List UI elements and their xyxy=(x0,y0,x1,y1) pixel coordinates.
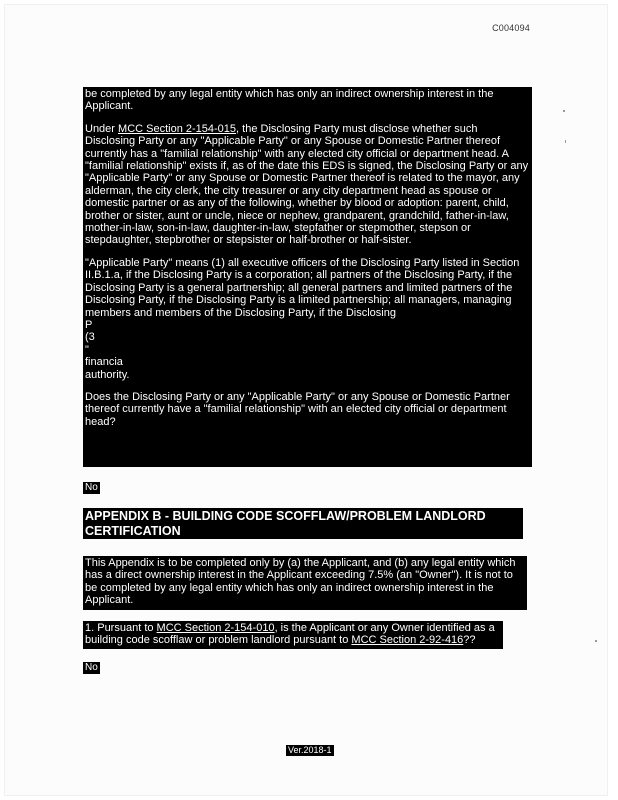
scan-speck xyxy=(595,640,597,642)
fragment-authority: authority. xyxy=(85,368,130,381)
familial-question: Does the Disclosing Party or any "Applicable Party" or any Spouse or Domestic Partner thereof currently have a "familial relationship" with an elected city official or department head? xyxy=(85,390,510,428)
mcc-2-154-015-link[interactable]: MCC Section 2-154-015 xyxy=(118,122,237,135)
q-prefix: 1. Pursuant to xyxy=(85,622,157,634)
fragment-p: P xyxy=(85,318,93,331)
q-middle: , is the Applicant or any Owner identified as a building code scofflaw or problem landlord pursuant to xyxy=(85,622,495,647)
fragment-quote: " xyxy=(85,343,89,356)
applicable-party-text: "Applicable Party" means (1) all executive officers of the Disclosing Party listed in Section II.B.1.a, if the Disclosing Party is a corporation; all partners of the Disclosing Party, if the Disclosing Party is a general partnership; all general partners and limited partners of the Disclosing Party, if the Disclosing Party is a limited partnership; all managers, managing members and members of the Disclosing Party, if the Disclosing xyxy=(85,256,520,319)
mcc-2-92-416-link[interactable]: MCC Section 2-92-416 xyxy=(351,634,464,647)
document-id: C004094 xyxy=(492,23,530,33)
scan-speck xyxy=(565,140,566,143)
familial-answer: No xyxy=(85,482,98,493)
applicable-party-paragraph xyxy=(85,257,530,381)
fragment-financia: financia xyxy=(85,356,123,369)
appendix-b-intro: This Appendix is to be completed only by (a) the Applicant, and (b) any legal entity which has a direct ownership interest in the Applicant exceeding 7.5% (an "Owner"). It is not to be completed by any legal entity which has only an indirect ownership interest in the Applicant. xyxy=(83,556,527,610)
familial-relationship-section xyxy=(83,87,532,467)
version-footer: Ver.2018-1 xyxy=(288,745,332,755)
scan-speck xyxy=(563,110,565,112)
p2-body: , the Disclosing Party must disclose whether such Disclosing Party or any "Applicable Party" or any Spouse or Domestic Partner thereof currently has a "familial relationship" with any elected city official or department head. A "familial relationship" exists if, as of the date this EDS is signed, the Disclosing Party or any "Applicable Party" or any Spouse or Domestic Partner thereof is related to the mayor, any alderman, the city clerk, the city treasurer or any city department head as spouse or domestic partner or as any of the following, whether by blood or adoption: parent, child, brother or sister, aunt or uncle, niece or nephew, grandparent, grandchild, father-in-law, mother-in-law, son-in-law, daughter-in-law, stepfather or stepmother, stepson or stepdaughter, stepbrother or stepsister or half-brother or half-sister. xyxy=(85,122,529,247)
q-suffix: ?? xyxy=(463,634,476,647)
fragment-3: (3 xyxy=(85,331,95,344)
scofflaw-question xyxy=(83,621,503,649)
scofflaw-answer: No xyxy=(85,662,98,673)
mcc-2-154-015-paragraph xyxy=(85,123,530,247)
intro-paragraph: be completed by any legal entity which has only an indirect ownership interest in the Applicant. xyxy=(85,88,494,113)
p2-prefix: Under xyxy=(85,122,119,135)
appendix-b-heading: APPENDIX B - BUILDING CODE SCOFFLAW/PROBLEM LANDLORD CERTIFICATION xyxy=(83,508,523,539)
mcc-2-154-010-link[interactable]: MCC Section 2-154-010 xyxy=(156,622,275,634)
